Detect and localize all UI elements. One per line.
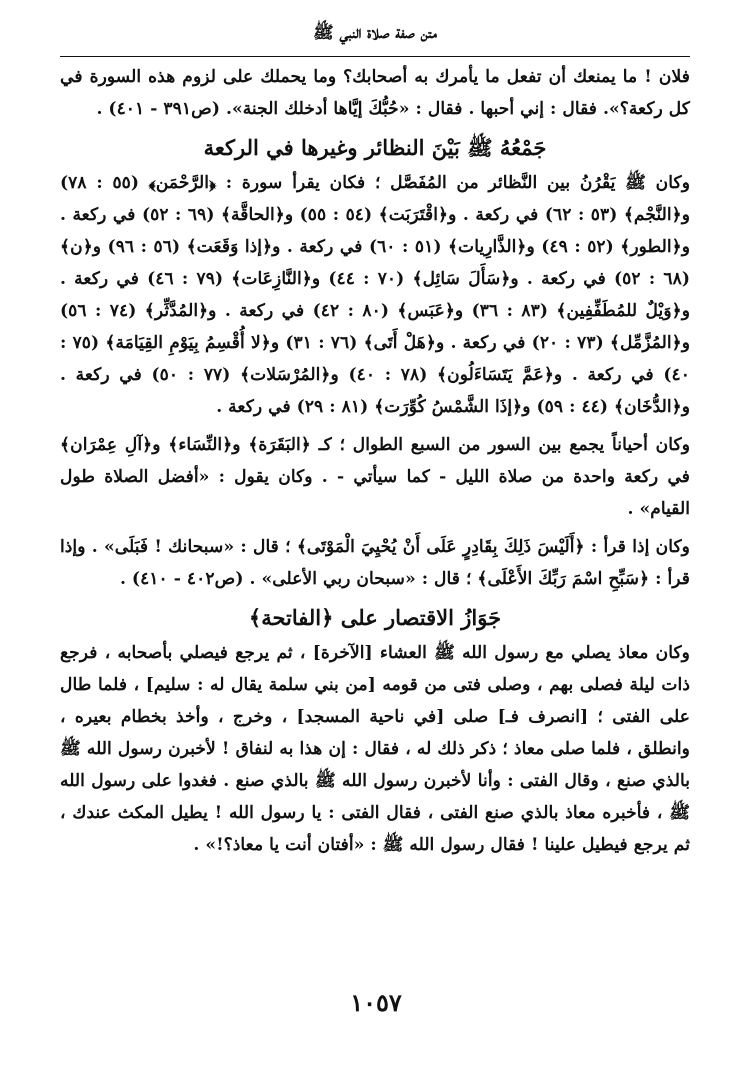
section-heading-combining-surahs: جَمْعُهُ ﷺ بَيْنَ النظائر وغيرها في الركعة: [203, 135, 547, 160]
paragraph-muadh: وكان معاذ يصلي مع رسول الله ﷺ العشاء [الآخرة] ، ثم يرجع فيصلي بأصحابه ، فرجع ذات ليلة فصلى بهم ، وصلى فتى من قومه [من بني سلمة يقال له : سليم] ، فلما طال على الفتى ؛ [انصرف فـ] صلى [في ناحية المسجد] ، وخرج ، وأخذ بخطام بعيره ، وانطلق ، فلما صلى معاذ ؛ ذكر ذلك له ، فقال : إن هذا به لنفاق ! لأخبرن رسول الله ﷺ بالذي صنع ، وقال الفتى : وأنا لأخبرن رسول الله ﷺ بالذي صنع . فغدوا على رسول الله ﷺ ، فأخبره معاذ بالذي صنع الفتى ، فقال الفتى : يا رسول الله ! يطيل المكث عندك ، ثم يرجع فيطيل علينا ! فقال رسول الله ﷺ : «أفتان أنت يا معاذ؟!» .: [60, 643, 690, 855]
paragraph-responses: وكان إذا قرأ : ﴿أَلَيْسَ ذَلِكَ بِقَادِرٍ عَلَى أَنْ يُحْيِيَ الْمَوْتَى﴾ ؛ قال : «سبحانك ! فَبَلَى» . وإذا قرأ : ﴿سَبِّحِ اسْمَ رَبِّكَ الأَعْلَى﴾ ؛ قال : «سبحان ربي الأعلى» . (ص٤٠٢ - ٤١٠) .: [60, 537, 690, 589]
section-heading-fatiha: جَوَازُ الاقتصار على ﴿الفاتحة﴾: [248, 605, 502, 630]
paragraph-seven-long: وكان أحياناً يجمع بين السور من السبع الطوال ؛ كـ ﴿البَقَرَة﴾ و﴿النِّسَاء﴾ و﴿آلِ عِمْرَان﴾ في ركعة واحدة من صلاة الليل - كما سيأتي - . وكان يقول : «أفضل الصلاة طول القيام» .: [60, 435, 690, 519]
paragraph-continued: فلان ! ما يمنعك أن تفعل ما يأمرك به أصحابك؟ وما يحملك على لزوم هذه السورة في كل ركعة؟». فقال : إني أحبها . فقال : «حُبُّكَ إيَّاها أدخلك الجنة». (ص٣٩١ - ٤٠١) .: [60, 67, 690, 119]
page-number: ١٠٥٧: [350, 988, 402, 1017]
running-header: متن صفة صلاة النبي ﷺ: [313, 23, 437, 43]
paragraph-nazair: وكان ﷺ يَقْرُنُ بين النَّظائر من المُفَصَّل ؛ فكان يقرأ سورة : ﴿الرَّحْمَن﴾ (٥٥ : ٧٨) و﴿النَّجْم﴾ (٥٣ : ٦٢) في ركعة . و﴿اقْتَرَبَت﴾ (٥٤ : ٥٥) و﴿الحاقَّة﴾ (٦٩ : ٥٢) في ركعة . و﴿الطور﴾ (٥٢ : ٤٩) و﴿الذَّارِيات﴾ (٥١ : ٦٠) في ركعة . و﴿إذا وَقَعَت﴾ (٥٦ : ٩٦) و﴿ن﴾ (٦٨ : ٥٢) في ركعة . و﴿سَأَلَ سَائِل﴾ (٧٠ : ٤٤) و﴿النَّازِعَات﴾ (٧٩ : ٤٦) في ركعة . و﴿وَيْلٌ للمُطَفِّفِين﴾ (٨٣ : ٣٦) و﴿عَبَس﴾ (٨٠ : ٤٢) في ركعة . و﴿المُدَّثِّر﴾ (٧٤ : ٥٦) و﴿المُزَّمِّل﴾ (٧٣ : ٢٠) في ركعة . و﴿هَلْ أَتَى﴾ (٧٦ : ٣١) و﴿لا أُقْسِمُ بِيَوْمِ القِيَامَة﴾ (٧٥ : ٤٠) في ركعة . و﴿عَمَّ يَتَسَاءَلُون﴾ (٧٨ : ٤٠) و﴿المُرْسَلات﴾ (٧٧ : ٥٠) في ركعة . و﴿الدُّخَان﴾ (٤٤ : ٥٩) و﴿إذَا الشَّمْسُ كُوِّرَت﴾ (٨١ : ٢٩) في ركعة .: [60, 173, 691, 417]
header-rule: [60, 56, 690, 57]
